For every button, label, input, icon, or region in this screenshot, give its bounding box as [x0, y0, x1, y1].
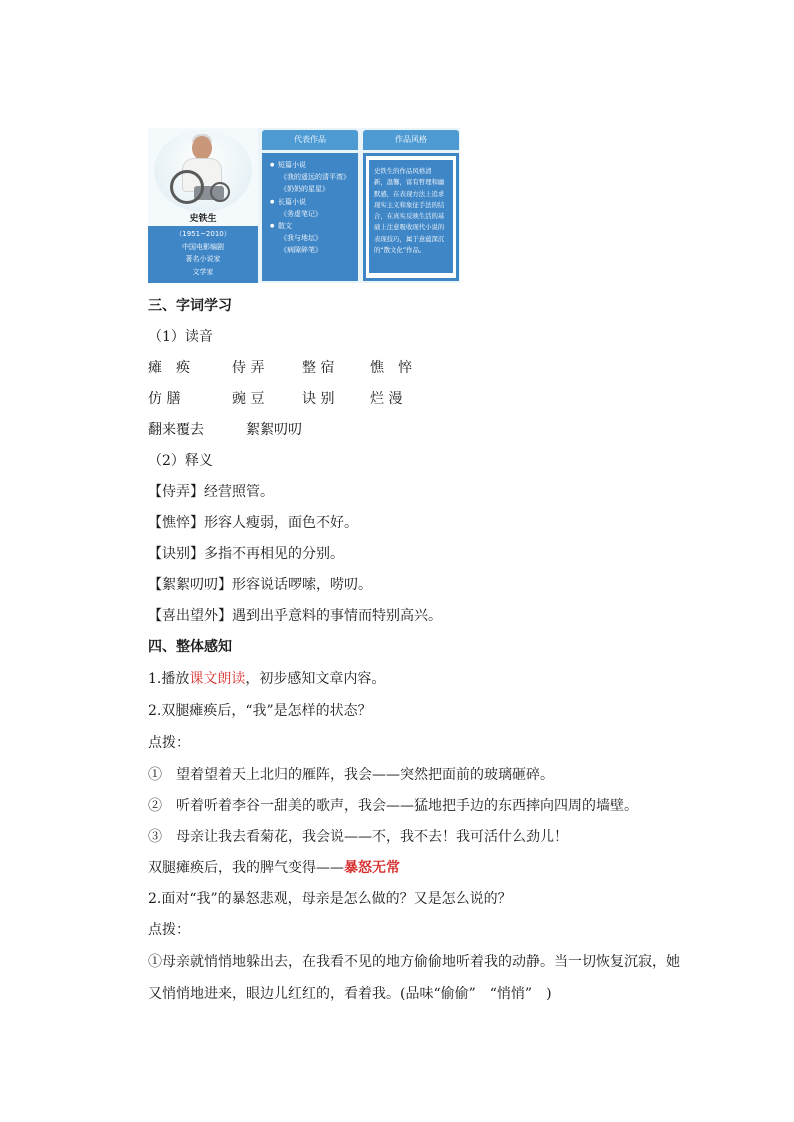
author-profile [148, 128, 258, 283]
works-genre: ● 散文 [270, 220, 352, 232]
vocab-word: 侍 弄 [232, 360, 265, 376]
bio-line: 文学家 [192, 267, 214, 276]
style-line: 现实主义和象征手法的结 [374, 200, 445, 209]
style-header: 作品风格 [363, 130, 459, 150]
style-line: 史铁生的作品风格清 [374, 167, 432, 175]
author-bio [148, 226, 258, 283]
subsection-definitions: （2）释义 [148, 453, 213, 469]
works-genre: ● 长篇小说 [270, 196, 352, 208]
style-line: 新，温馨，富有哲理和幽 [374, 178, 445, 187]
subsection-pronunciation: （1）读音 [148, 329, 213, 345]
hint-label: 点拨： [148, 735, 190, 751]
vocab-word: 豌 豆 [232, 391, 265, 407]
summary-line [148, 858, 400, 878]
style-column [363, 130, 459, 283]
works-column [262, 130, 358, 283]
summary-highlight: 暴怒无常 [344, 860, 400, 876]
vocab-word: 仿 膳 [148, 391, 181, 407]
style-line: 默感，在表现方法上追求 [374, 189, 445, 198]
bio-line: （1951~2010） [175, 230, 231, 238]
style-line: 的“散文化”作品。 [374, 246, 426, 255]
summary-text: 双腿瘫痪后，我的脾气变得—— [148, 860, 344, 876]
pronunciation-row [148, 358, 412, 378]
pronunciation-row [148, 420, 302, 440]
works-title: 《奶奶的星星》 [280, 185, 329, 194]
question-3: 2.面对“我”的暴怒悲观，母亲是怎么做的？又是怎么说的？ [148, 891, 512, 907]
bio-line: 著名小说家 [185, 255, 221, 263]
vocab-word: 絮絮叨叨 [246, 422, 302, 438]
vocab-word: 诀 别 [302, 391, 335, 407]
hint-label: 点拨： [148, 922, 190, 938]
question-1 [148, 669, 385, 689]
hint-point: ① 望着望着天上北归的雁阵，我会——突然把面前的玻璃砸碎。 [148, 767, 554, 783]
question-1-suffix: ，初步感知文章内容。 [245, 671, 386, 687]
style-line: 表现技巧，属于意蕴深沉 [374, 234, 445, 243]
works-title: 《我与地坛》 [280, 234, 322, 243]
section-3-title: 三、字词学习 [148, 298, 232, 314]
works-genre: ● 短篇小说 [270, 159, 352, 171]
style-line: 础上注意吸收现代小说的 [374, 223, 445, 232]
question-2: 2.双腿瘫痪后，“我”是怎样的状态？ [148, 703, 372, 719]
vocab-word: 憔 悴 [370, 360, 412, 376]
works-title: 《务虚笔记》 [280, 209, 322, 218]
author-info-image [148, 128, 460, 283]
section-4-title: 四、整体感知 [148, 639, 232, 655]
author-portrait-photo [154, 130, 252, 212]
hint-point: ② 听着听着李谷一甜美的歌声，我会——猛地把手边的东西摔向四周的墙壁。 [148, 798, 638, 814]
author-name: 史铁生 [189, 214, 217, 224]
question-1-prefix: 1.播放 [148, 671, 190, 687]
vocab-word: 整 宿 [302, 360, 335, 376]
definition-item: 【憔悴】形容人瘦弱，面色不好。 [148, 515, 358, 531]
definition-item: 【诀别】多指不再相见的分别。 [148, 546, 344, 562]
definition-item: 【絮絮叨叨】形容说话啰嗦，唠叨。 [148, 577, 372, 593]
pronunciation-row [148, 389, 402, 409]
hint-point: ③ 母亲让我去看菊花，我会说——不，我不去！我可活什么劲儿！ [148, 829, 568, 845]
works-title: 《我的遥远的清平湾》 [280, 173, 350, 182]
vocab-word: 翻来覆去 [148, 422, 204, 438]
vocab-word: 烂 漫 [370, 391, 403, 407]
reading-audio-link[interactable]: 课文朗读 [189, 671, 246, 687]
style-text [369, 160, 453, 273]
vocab-word: 瘫 痪 [148, 360, 190, 376]
works-title: 《病隙碎笔》 [280, 246, 322, 255]
answer-paragraph-line: 又悄悄地进来，眼边儿红红的，看着我。(品味“偷偷” “悄悄” ) [148, 986, 552, 1002]
definition-item: 【喜出望外】遇到出乎意料的事情而特别高兴。 [148, 608, 442, 624]
works-list [262, 153, 358, 281]
works-header: 代表作品 [262, 130, 358, 150]
bio-line: 中国电影编剧 [182, 242, 224, 251]
style-line: 合，在真实反映生活的基 [374, 212, 445, 221]
answer-paragraph-line: ①母亲就悄悄地躲出去，在我看不见的地方偷偷地听着我的动静。当一切恢复沉寂，她 [148, 954, 680, 970]
style-box [363, 153, 459, 281]
definition-item: 【侍弄】经营照管。 [148, 484, 274, 500]
